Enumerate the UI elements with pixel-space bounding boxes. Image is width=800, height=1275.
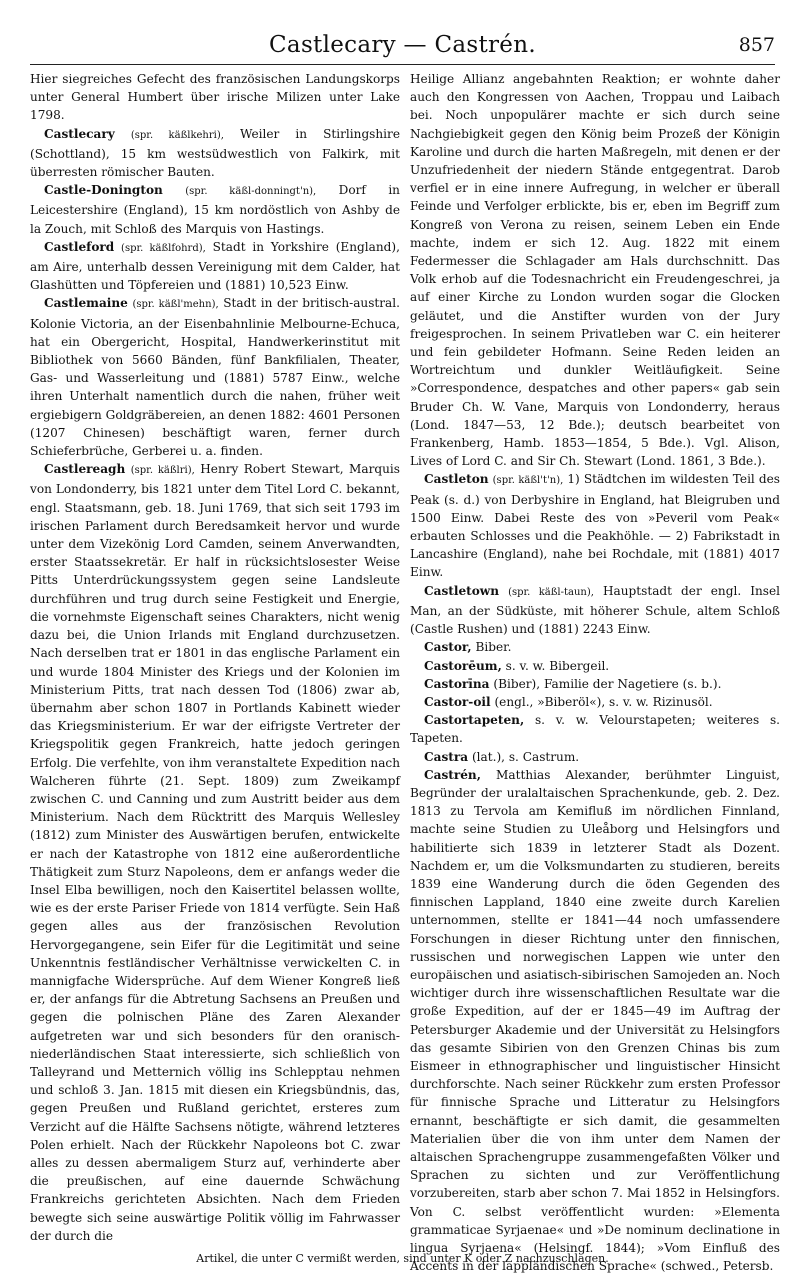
page-number: 857 [738,34,775,56]
entry-headword: Castleford [44,239,115,254]
entry-headword: Castletown [424,583,500,598]
entry-pronunciation: (spr. käßlkehri), [130,129,224,141]
entry-text: Hier siegreiches Gefecht des französischen Landungskorps unter General Humbert über irische Milizen unter Lake 1798. [30,72,400,123]
entry-pronunciation: (spr. käßlri), [130,465,195,477]
entry-text: Stadt in Yorkshire (England), am Aire, unterhalb dessen Vereinigung mit dem Calder, hat Glashütten und Töpfereien und (1881) 10,523 Einw. [30,239,400,293]
page-title: Castlecary — Castrén. [269,32,536,58]
entry-text: 1) Städtchen im wildesten Teil des Peak (s. d.) von Derbyshire in England, hat Bleigruben und 1500 Einw. Dabei Reste des von »Peveril vom Peak« erbauten Schlosses und die Peakhöhle. — 2) Fabrikstadt in Lancashire (England), nahe bei Rochdale, mit (1881) 4017 Einw. [410,472,780,580]
entry-headword: Castortapeten, [424,713,525,728]
dictionary-entry [30,238,400,295]
entry-headword: Castlecary [44,126,115,141]
entry-pronunciation: (spr. käßl'mehn), [132,299,219,311]
entry-headword: Castlereagh [44,462,126,477]
entry-text: Dorf in Leicestershire (England), 15 km nordöstlich von Ashby de la Zouch, mit Schloß des Marquis von Hastings. [30,183,400,236]
entry-text: (lat.), s. Castrum. [471,749,580,764]
dictionary-entry [30,294,400,460]
entry-pronunciation: (spr. käßlfohrd), [121,242,206,254]
dictionary-entry [410,693,780,711]
entry-headword: Castrén, [424,767,481,782]
entry-text: Stadt in der britisch-austral. Kolonie Victoria, an der Eisenbahnlinie Melbourne-Echuca, hat ein Obergericht, Hospital, Handwerkerinstitut mit Bibliothek von 5660 Bänden, fünf Bankfilialen, Theater, Gas- und Wasserleitung und (1881) 5787 Einw., welche ihren Unterhalt namentlich durch die nahen, früher weit ergiebigern Goldgräbereien, an denen 1882: 4601 Personen (1207 Chinesen) beschäftigt waren, ferner durch Schieferbrüche, Gerberei u. a. finden. [30,296,400,459]
entry-text: (engl., »Biberöl«), s. v. w. Rizinusöl. [494,694,713,709]
entry-text: s. v. w. Velourstapeten; weiteres s. Tapeten. [410,713,780,746]
dictionary-entry [410,748,780,766]
dictionary-entry [30,125,400,182]
entry-headword: Castorēum, [424,658,502,673]
dictionary-entry [410,675,780,693]
entry-text: Matthias Alexander, berühmter Linguist, Begründer der uralaltaischen Sprachenkunde, geb. 2. Dez. 1813 zu Tervola am Kemifluß im nördlichen Finnland, machte seine Studien zu Uleåborg und Helsingfors und habilitierte sich 1839 in letzterer Stadt als Dozent. Nachdem er, um die Volksmundarten zu studieren, bereits 1839 eine Wanderung durch die öden Gegenden des finnischen Lappland, 1840 eine zweite durch Karelien unternommen, stellte er 1841—44 noch umfassendere Forschungen in dieser Richtung unter den finnischen, russischen und norwegischen Lappen wie unter den europäischen und asiatisch-sibirischen Samojeden an. Noch wichtiger durch ihre wissenschaftlichen Resultate war die große Expedition, auf der er 1845—49 im Auftrag der Petersburger Akademie und der Universität zu Helsingfors das gesamte Sibirien von den Grenzen Chinas bis zum Eismeer in ethnographischer und linguistischer Hinsicht durchforschte. Nach seiner Rückkehr zum ersten Professor für finnische Sprache und Litteratur zu Helsingfors ernannt, beschäftigte er sich damit, die gesammelten Materialien über die von ihm unter dem Namen der altaischen Sprachengruppe zusammengefaßten Völker und Sprachen zu sichten und zur Veröffentlichung vorzubereiten, starb aber schon 7. Mai 1852 in Helsingfors. Von C. selbst veröffentlicht wurden: »Elementa grammaticae Syrjaenae« und »De nominum declinatione in lingua Syrjaena« (Helsingf. 1844); »Vom Einfluß des Accents in der lappländischen Sprache« (schwed., Petersb. [410,767,780,1274]
entry-continuation [30,70,400,125]
entry-headword: Castor, [424,640,472,655]
entry-pronunciation: (spr. käßl-taun), [508,586,594,598]
entry-text: s. v. w. Bibergeil. [505,658,610,673]
entry-text: Weiler in Stirlingshire (Schottland), 15 km westsüdwestlich von Falkirk, mit überresten römischer Bauten. [30,126,400,180]
dictionary-entry [410,470,780,581]
entry-pronunciation: (spr. käßl-donningt'n), [185,186,317,198]
dictionary-entry [410,766,780,1275]
entry-headword: Castorīna [424,676,490,691]
entry-headword: Castor-oil [424,694,491,709]
entry-pronunciation: (spr. käßl't'n), [492,475,564,487]
dictionary-entry [410,711,780,747]
dictionary-entry [410,582,780,639]
left-column [30,70,400,1250]
entry-text: Heilige Allianz angebahnten Reaktion; er wohnte daher auch den Kongressen von Aachen, Troppau und Laibach bei. Noch unpopulärer machte er sich durch seine Nachgiebigkeit gegen den König beim Prozeß der Königin Karoline und durch die harten Maßregeln, mit denen er der Unzufriedenheit der niedern Stände entgegentrat. Darob verfiel er in eine innere Aufregung, in welcher er überall Feinde und Verfolger erblickte, bis er, eben im Begriff zum Kongreß von Verona zu reisen, seinem Leben ein Ende machte, indem er sich 12. Aug. 1822 mit einem Federmesser die Schlagader am Hals durchschnitt. Das Volk erhob auf die Todesnachricht ein Freudengeschrei, ja auf einer Kirche zu London wurden sogar die Glocken geläutet, und die Anstifter wurden von der Jury freigesprochen. In seinem Privatleben war C. ein heiterer und fein gebildeter Hofmann. Seine Reden leiden an Wortreichtum und dunkler Weitläufigkeit. Seine »Correspondence, despatches and other papers« gab sein Bruder Ch. W. Vane, Marquis von Londonderry, heraus (Lond. 1847—53, 12 Bde.); deutsch bearbeitet von Frankenberg, Hamb. 1853—1854, 5 Bde.). Vgl. Alison, Lives of Lord C. and Sir Ch. Stewart (Lond. 1861, 3 Bde.). [410,72,780,469]
entry-headword: Castra [424,749,469,764]
dictionary-entry [30,181,400,238]
entry-headword: Castlemaine [44,296,128,311]
entry-continuation [410,70,780,470]
entry-text: Hauptstadt der engl. Insel Man, an der Südküste, mit höherer Schule, altem Schloß (Castle Rushen) und (1881) 2243 Einw. [410,583,780,637]
right-column [410,70,780,1274]
entry-text: Biber. [475,640,512,655]
page-footer-note: Artikel, die unter C vermißt werden, sind unter K oder Z nachzuschlagen. [196,1252,609,1265]
dictionary-entry [410,657,780,675]
entry-text: Henry Robert Stewart, Marquis von Londonderry, bis 1821 unter dem Titel Lord C. bekannt, engl. Staatsmann, geb. 18. Juni 1769, that sich seit 1793 im irischen Parlament durch Beredsamkeit hervor und wurde unter dem Vizekönig Lord Camden, seinem Anverwandten, erster Staatssekretär. Er half in rücksichtslosester Weise Pitts Unterdrückungssystem gegen seine Landsleute durchführen und trug durch seine Festigkeit und Energie, die vornehmste Eigenschaft seines Charakters, nicht wenig dazu bei, die Union Irlands mit England durchzusetzen. Nach derselben trat er 1801 in das englische Parlament ein und wurde 1804 Minister des Kriegs und der Kolonien im Ministerium Pitts, trat nach dessen Tod (1806) zwar ab, übernahm aber schon 1807 in Portlands Kabinett wieder das Kriegsministerium. Er war der eifrigste Vertreter der Kriegspolitik gegen Frankreich, hatte jedoch geringen Erfolg. Die verfehlte, von ihm veranstaltete Expedition nach Walcheren führte (21. Sept. 1809) zum Zweikampf zwischen C. und Canning und zum Austritt beider aus dem Ministerium. Nach dem Rücktritt des Marquis Wellesley (1812) zum Minister des Auswärtigen berufen, entwickelte er nach der Katastrophe von 1812 eine außerordentliche Thätigkeit zum Sturz Napoleons, dem er anfangs weder die Insel Elba bewilligen, noch den Kaisertitel belassen wollte, wie es der erste Pariser Friede von 1814 verfügte. Sein Haß gegen alles aus der französischen Revolution Hervorgegangene, sein Eifer für die Legitimität und seine Unkenntnis festländischer Verhältnisse verwickelten C. in mannigfache Widersprüche. Auf dem Wiener Kongreß ließ er, der anfangs für die Abtretung Sachsens an Preußen und gegen die polnischen Pläne des Zaren Alexander aufgetreten war und sich besonders für den oranisch-niederländischen Staat interessierte, sich schließlich von Talleyrand und Metternich völlig ins Schlepptau nehmen und schloß 3. Jan. 1815 mit diesen ein Kriegsbündnis, das, gegen Preußen und Rußland gerichtet, ersteres zum Verzicht auf die Hälfte Sachsens nötigte, während letzteres Polen erhielt. Nach der Rückkehr Napoleons bot C. zwar alles zu dessen abermaligem Sturz auf, verhinderte aber die preußischen, auf eine dauernde Schwächung Frankreichs gerichteten Absichten. Nach dem Frieden bewegte sich seine auswärtige Politik völlig im Fahrwasser der durch die [30,462,400,1243]
entry-text: (Biber), Familie der Nagetiere (s. b.). [493,676,722,691]
dictionary-entry [410,638,780,656]
page-header [30,30,775,65]
entry-headword: Castleton [424,472,489,487]
entry-headword: Castle-Donington [44,183,163,198]
dictionary-entry [30,460,400,1245]
